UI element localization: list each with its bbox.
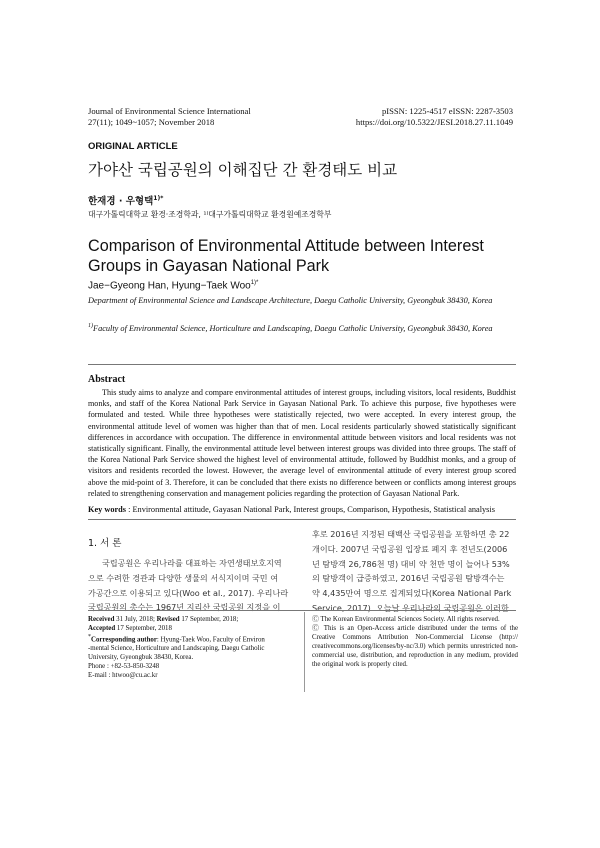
english-affiliation-2 [88, 320, 518, 335]
korean-title: 가야산 국립공원의 이해집단 간 환경태도 비교 [88, 161, 398, 179]
journal-volume: 27(11); 1049~1057; November 2018 [88, 117, 215, 127]
accepted-label: Accepted [88, 625, 116, 632]
body-line: 가공간으로 이용되고 있다(Woo et al., 2017). 우리나라 [88, 587, 289, 598]
article-type: ORIGINAL ARTICLE [88, 141, 178, 152]
keywords-label: Key words [88, 505, 127, 514]
body-line: 국립공원의 총수는 1967년 지리산 국립공원 지정을 이 [88, 602, 281, 613]
abstract-text: This study aims to analyze and compare environmental attitudes of interest groups, including visitors, local residents, Buddhist monks, and staff of the Korea National Park Service in Gayasan National Park. To achieve this purpose, five hypotheses were formulated and tested. While three hypotheses were statistically rejected, two were accepted. In every interest group, the environmental attitude level of women was higher than that of men. Local residents particularly showed statistically significant differences in accordance with occupation. The difference in environmental attitude between visitors and local residents was not statistically significant. Finally, the environmental attitude level between interest groups was divided into three groups. The staff of the Korea National Park Service showed the highest level of environmental attitude, followed by Buddhist monks, and a group of visitors and residents recorded the lowest. However, the average level of environmental attitude of every interest group scored above the mid-point of 3. Therefore, it can be concluded that there exists no difference between or conflicts among interest groups related to strengthening conservation and management policies regarding the protection of Gayasan National Park. [88, 388, 516, 498]
corresponding-text: : Hyung-Taek Woo, Faculty of Environ [156, 636, 265, 644]
korean-author-marks: 1)* [153, 194, 164, 202]
english-author-names: Jae−Gyeong Han, Hyung−Taek Woo [88, 280, 251, 292]
body-line: 국립공원은 우리나라를 대표하는 자연생태보호지역 [102, 558, 282, 568]
corresponding-text: University, Gyeongbuk 38430, Korea. [88, 654, 194, 662]
korean-authors [88, 193, 163, 207]
issn: pISSN: 1225-4517 eISSN: 2287-3503 [381, 106, 513, 116]
affiliation-2-mark: 1) [88, 323, 93, 329]
received-label: Received [88, 616, 115, 623]
section-heading-introduction: 1. 서 론 [88, 538, 122, 549]
english-title: Comparison of Environmental Attitude between Interest Groups in Gayasan National Park [88, 237, 484, 275]
english-author-marks: 1)* [250, 280, 259, 286]
keywords [88, 505, 516, 514]
footnote-divider [304, 612, 305, 692]
corresponding-text: -mental Science, Horticulture and Landscaping, Daegu Catholic [88, 645, 265, 653]
phone: Phone : +82-53-850-3248 [88, 663, 160, 671]
body-column-right [312, 527, 518, 616]
footnote-rule [88, 610, 516, 611]
english-authors [88, 280, 258, 291]
keywords-bottom-rule [88, 519, 516, 520]
affiliation-2-text: Faculty of Environmental Science, Horticulture and Landscaping, Daegu Catholic University, Gyeongbuk 38430, Korea [93, 323, 493, 333]
revised-date: 17 September, 2018; [179, 616, 239, 623]
body-line: 의 탐방객이 급증하였고, 2016년 국립공원 탐방객수는 [312, 573, 505, 584]
journal-ids [356, 106, 513, 128]
body-line: 개이다. 2007년 국립공원 입장료 폐지 후 전년도(2006 [312, 543, 508, 554]
body-column-left [88, 556, 294, 615]
corresponding-label: Corresponding author [91, 636, 157, 644]
email[interactable]: E-mail : htwoo@cu.ac.kr [88, 672, 158, 680]
keywords-text: : Environmental attitude, Gayasan National Park, Interest groups, Comparison, Hypothesis, Statistical analysis [126, 505, 495, 514]
revised-label: Revised [156, 616, 180, 623]
body-line: 년 탐방객 26,786천 명) 대비 약 천만 명이 늘어나 53% [312, 558, 510, 569]
article-history-footnote [88, 615, 302, 680]
abstract-top-rule [88, 364, 516, 365]
journal-name: Journal of Environmental Science International [88, 106, 251, 116]
doi-link[interactable]: https://doi.org/10.5322/JESI.2018.27.11.1049 [355, 117, 513, 127]
license-notice: Ⓒ This is an Open-Access article distributed under the terms of the Creative Commons Attribution Non-Commercial License (http:// creativecommons.org/licenses/by-nc/3.0) which permits unrestricted non-commercial use, distribution, and reproduction in any medium, provided the original work is properly cited. [312, 625, 518, 668]
abstract-heading: Abstract [88, 374, 126, 385]
english-affiliation-1: Department of Environmental Science and Landscape Architecture, Daegu Catholic University, Gyeongbuk 38430, Korea [88, 296, 493, 305]
korean-affiliations: 대구가톨릭대학교 환경·조경학과, ¹⁾대구가톨릭대학교 환경원예조경학부 [88, 210, 332, 219]
copyright-notice: Ⓒ The Korean Environmental Sciences Society. All rights reserved. [312, 616, 500, 623]
body-line: 후로 2016년 지정된 태백산 국립공원을 포함하면 총 22 [312, 529, 510, 539]
body-line: 으로 수려한 경관과 다양한 생물의 서식지이며 국민 여 [88, 572, 279, 583]
korean-author-names: 한재경 · 우형택 [88, 196, 154, 207]
accepted-date: 17 September, 2018 [115, 625, 172, 632]
license-footnote [312, 615, 518, 669]
body-line: 약 4,435만여 명으로 집계되었다(Korea National Park [312, 588, 512, 599]
journal-header [88, 106, 251, 128]
received-date: 31 July, 2018; [114, 616, 157, 623]
corresponding-mark: * [88, 634, 91, 640]
body-line: Service, 2017). 오늘날 우리나라의 국립공원은 이러한 [312, 602, 509, 613]
